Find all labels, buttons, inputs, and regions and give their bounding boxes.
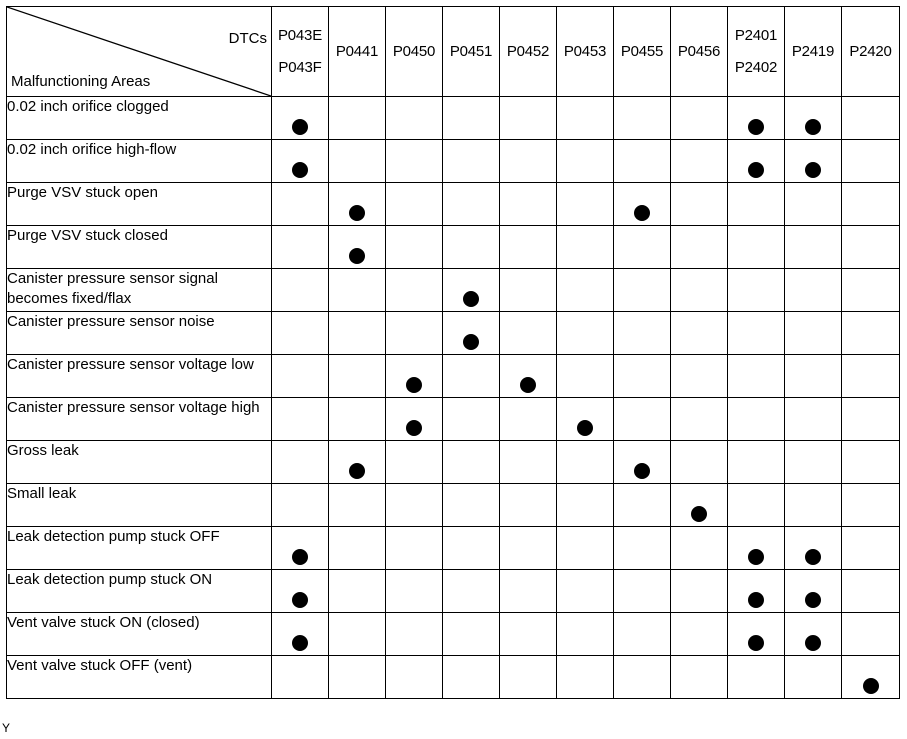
matrix-cell — [329, 97, 386, 140]
matrix-cell — [842, 570, 900, 613]
matrix-cell — [671, 441, 728, 484]
dtc-column-header — [614, 7, 671, 97]
matrix-cell — [614, 312, 671, 355]
applicable-dot-icon — [349, 463, 365, 479]
applicable-dot-icon — [805, 592, 821, 608]
matrix-cell — [443, 140, 500, 183]
matrix-cell — [671, 656, 728, 699]
matrix-cell — [785, 226, 842, 269]
matrix-cell — [842, 656, 900, 699]
matrix-body — [7, 97, 900, 699]
applicable-dot-icon — [292, 635, 308, 651]
applicable-dot-icon — [520, 377, 536, 393]
matrix-cell — [272, 140, 329, 183]
matrix-cell — [614, 613, 671, 656]
matrix-cell — [728, 183, 785, 226]
matrix-cell — [842, 97, 900, 140]
matrix-cell — [329, 269, 386, 312]
matrix-cell — [557, 656, 614, 699]
matrix-cell — [272, 183, 329, 226]
dtc-code: P0452 — [506, 42, 550, 60]
matrix-cell — [443, 656, 500, 699]
table-row — [7, 140, 900, 183]
matrix-cell — [671, 269, 728, 312]
matrix-cell — [272, 441, 329, 484]
matrix-cell — [272, 527, 329, 570]
matrix-cell — [500, 97, 557, 140]
malfunctioning-area-label: Canister pressure sensor noise — [7, 312, 272, 355]
malfunctioning-area-label: 0.02 inch orifice high-flow — [7, 140, 272, 183]
malfunctioning-area-label: Leak detection pump stuck ON — [7, 570, 272, 613]
dtc-code: P0441 — [335, 42, 379, 60]
matrix-cell — [443, 269, 500, 312]
matrix-cell — [671, 97, 728, 140]
matrix-cell — [386, 527, 443, 570]
matrix-cell — [785, 398, 842, 441]
matrix-cell — [842, 527, 900, 570]
dtc-column-header — [728, 7, 785, 97]
matrix-cell — [500, 140, 557, 183]
matrix-cell — [500, 613, 557, 656]
matrix-cell — [386, 97, 443, 140]
matrix-cell — [785, 183, 842, 226]
malfunctioning-area-label: Vent valve stuck OFF (vent) — [7, 656, 272, 699]
applicable-dot-icon — [748, 549, 764, 565]
matrix-cell — [272, 484, 329, 527]
table-row — [7, 97, 900, 140]
dtc-code: P2402 — [734, 58, 778, 76]
matrix-cell — [443, 613, 500, 656]
matrix-cell — [557, 527, 614, 570]
matrix-cell — [272, 613, 329, 656]
dtc-matrix-table — [6, 6, 900, 699]
header-corner-cell — [7, 7, 272, 97]
matrix-cell — [785, 355, 842, 398]
header-row — [7, 7, 900, 97]
matrix-cell — [386, 312, 443, 355]
matrix-cell — [785, 441, 842, 484]
matrix-cell — [386, 140, 443, 183]
matrix-cell — [614, 97, 671, 140]
malfunctioning-area-label: Leak detection pump stuck OFF — [7, 527, 272, 570]
table-row — [7, 527, 900, 570]
matrix-cell — [500, 441, 557, 484]
applicable-dot-icon — [463, 291, 479, 307]
matrix-cell — [671, 484, 728, 527]
matrix-cell — [329, 527, 386, 570]
matrix-cell — [842, 441, 900, 484]
malfunctioning-area-label: Gross leak — [7, 441, 272, 484]
matrix-cell — [842, 183, 900, 226]
matrix-cell — [728, 570, 785, 613]
dtc-code: P2420 — [849, 42, 892, 60]
dtc-column-header — [785, 7, 842, 97]
matrix-cell — [557, 226, 614, 269]
matrix-cell — [785, 97, 842, 140]
dtc-code: P043E — [277, 26, 323, 44]
matrix-cell — [386, 441, 443, 484]
table-row — [7, 656, 900, 699]
matrix-cell — [785, 527, 842, 570]
matrix-cell — [272, 355, 329, 398]
matrix-cell — [443, 226, 500, 269]
applicable-dot-icon — [748, 162, 764, 178]
matrix-cell — [557, 570, 614, 613]
matrix-cell — [386, 484, 443, 527]
applicable-dot-icon — [805, 162, 821, 178]
applicable-dot-icon — [292, 162, 308, 178]
matrix-cell — [557, 355, 614, 398]
matrix-cell — [386, 398, 443, 441]
applicable-dot-icon — [805, 635, 821, 651]
matrix-cell — [785, 140, 842, 183]
matrix-cell — [671, 355, 728, 398]
matrix-cell — [671, 398, 728, 441]
footnote: Y — [2, 721, 11, 735]
malfunctioning-area-label: Purge VSV stuck closed — [7, 226, 272, 269]
matrix-cell — [443, 355, 500, 398]
matrix-cell — [500, 656, 557, 699]
malfunctioning-area-label: Canister pressure sensor voltage low — [7, 355, 272, 398]
matrix-cell — [272, 570, 329, 613]
matrix-cell — [671, 183, 728, 226]
matrix-cell — [386, 183, 443, 226]
matrix-cell — [272, 226, 329, 269]
matrix-cell — [557, 613, 614, 656]
matrix-cell — [557, 441, 614, 484]
malfunctioning-area-label: Canister pressure sensor voltage high — [7, 398, 272, 441]
matrix-cell — [443, 97, 500, 140]
matrix-cell — [386, 613, 443, 656]
applicable-dot-icon — [863, 678, 879, 694]
malfunctioning-area-label: Small leak — [7, 484, 272, 527]
malfunctioning-areas-caption: Malfunctioning Areas — [11, 73, 151, 90]
matrix-cell — [386, 355, 443, 398]
applicable-dot-icon — [292, 549, 308, 565]
matrix-cell — [842, 312, 900, 355]
matrix-cell — [500, 312, 557, 355]
matrix-cell — [785, 484, 842, 527]
matrix-cell — [785, 656, 842, 699]
matrix-cell — [785, 613, 842, 656]
matrix-cell — [671, 312, 728, 355]
matrix-cell — [272, 656, 329, 699]
matrix-cell — [557, 484, 614, 527]
malfunctioning-area-label: Vent valve stuck ON (closed) — [7, 613, 272, 656]
matrix-cell — [500, 527, 557, 570]
dtc-code: P0456 — [677, 42, 721, 60]
matrix-cell — [329, 570, 386, 613]
matrix-cell — [728, 484, 785, 527]
matrix-cell — [443, 527, 500, 570]
applicable-dot-icon — [349, 248, 365, 264]
matrix-cell — [614, 441, 671, 484]
matrix-cell — [614, 183, 671, 226]
dtc-column-header — [329, 7, 386, 97]
matrix-cell — [728, 527, 785, 570]
matrix-cell — [443, 183, 500, 226]
applicable-dot-icon — [805, 119, 821, 135]
matrix-cell — [557, 398, 614, 441]
applicable-dot-icon — [577, 420, 593, 436]
dtc-column-header — [443, 7, 500, 97]
dtc-column-header — [272, 7, 329, 97]
matrix-cell — [500, 355, 557, 398]
table-row — [7, 183, 900, 226]
table-row — [7, 269, 900, 312]
table-row — [7, 398, 900, 441]
matrix-cell — [500, 183, 557, 226]
matrix-cell — [329, 656, 386, 699]
matrix-cell — [728, 97, 785, 140]
applicable-dot-icon — [406, 420, 422, 436]
matrix-cell — [728, 441, 785, 484]
dtc-column-header — [842, 7, 900, 97]
matrix-cell — [443, 570, 500, 613]
applicable-dot-icon — [292, 119, 308, 135]
matrix-cell — [386, 570, 443, 613]
matrix-cell — [671, 140, 728, 183]
matrix-cell — [557, 97, 614, 140]
matrix-cell — [614, 527, 671, 570]
matrix-cell — [671, 226, 728, 269]
matrix-cell — [728, 269, 785, 312]
matrix-cell — [842, 398, 900, 441]
matrix-cell — [500, 484, 557, 527]
matrix-cell — [329, 355, 386, 398]
matrix-cell — [842, 269, 900, 312]
matrix-cell — [443, 484, 500, 527]
dtc-code: P0450 — [392, 42, 436, 60]
matrix-cell — [329, 613, 386, 656]
matrix-cell — [728, 613, 785, 656]
matrix-cell — [614, 656, 671, 699]
matrix-cell — [842, 613, 900, 656]
matrix-cell — [671, 613, 728, 656]
matrix-cell — [272, 398, 329, 441]
matrix-cell — [557, 140, 614, 183]
matrix-cell — [671, 527, 728, 570]
malfunctioning-area-label: Purge VSV stuck open — [7, 183, 272, 226]
dtc-code: P0451 — [449, 42, 493, 60]
applicable-dot-icon — [292, 592, 308, 608]
applicable-dot-icon — [691, 506, 707, 522]
table-row — [7, 441, 900, 484]
matrix-cell — [272, 312, 329, 355]
matrix-cell — [386, 269, 443, 312]
matrix-cell — [386, 226, 443, 269]
matrix-cell — [443, 398, 500, 441]
malfunctioning-area-label: 0.02 inch orifice clogged — [7, 97, 272, 140]
dtc-code: P0453 — [563, 42, 607, 60]
matrix-cell — [614, 355, 671, 398]
matrix-cell — [842, 226, 900, 269]
matrix-cell — [443, 441, 500, 484]
matrix-cell — [500, 398, 557, 441]
matrix-cell — [329, 183, 386, 226]
dtc-column-header — [557, 7, 614, 97]
matrix-cell — [614, 269, 671, 312]
table-row — [7, 226, 900, 269]
matrix-cell — [842, 140, 900, 183]
matrix-cell — [671, 570, 728, 613]
matrix-cell — [614, 570, 671, 613]
applicable-dot-icon — [748, 592, 764, 608]
matrix-cell — [728, 226, 785, 269]
matrix-cell — [785, 570, 842, 613]
matrix-cell — [728, 312, 785, 355]
dtc-column-header — [386, 7, 443, 97]
matrix-cell — [272, 269, 329, 312]
dtc-code: P2401 — [734, 26, 778, 44]
applicable-dot-icon — [748, 635, 764, 651]
dtc-column-header — [671, 7, 728, 97]
matrix-cell — [500, 570, 557, 613]
matrix-cell — [842, 484, 900, 527]
matrix-cell — [557, 312, 614, 355]
matrix-cell — [614, 398, 671, 441]
matrix-cell — [500, 226, 557, 269]
matrix-cell — [329, 441, 386, 484]
matrix-cell — [329, 484, 386, 527]
matrix-cell — [386, 656, 443, 699]
dtc-code: P2419 — [791, 42, 835, 60]
table-row — [7, 312, 900, 355]
applicable-dot-icon — [349, 205, 365, 221]
matrix-cell — [443, 312, 500, 355]
matrix-cell — [614, 484, 671, 527]
matrix-cell — [614, 226, 671, 269]
matrix-cell — [329, 398, 386, 441]
matrix-cell — [557, 269, 614, 312]
applicable-dot-icon — [805, 549, 821, 565]
matrix-cell — [614, 140, 671, 183]
matrix-cell — [329, 140, 386, 183]
table-row — [7, 613, 900, 656]
matrix-cell — [329, 226, 386, 269]
dtcs-caption: DTCs — [228, 30, 267, 47]
dtc-code: P0455 — [620, 42, 664, 60]
matrix-cell — [785, 269, 842, 312]
matrix-cell — [500, 269, 557, 312]
matrix-cell — [557, 183, 614, 226]
matrix-cell — [728, 140, 785, 183]
dtc-code: P043F — [278, 58, 322, 76]
dtc-column-header — [500, 7, 557, 97]
applicable-dot-icon — [634, 205, 650, 221]
applicable-dot-icon — [748, 119, 764, 135]
table-row — [7, 355, 900, 398]
table-row — [7, 570, 900, 613]
matrix-cell — [329, 312, 386, 355]
table-row — [7, 484, 900, 527]
matrix-cell — [728, 398, 785, 441]
matrix-cell — [785, 312, 842, 355]
matrix-cell — [272, 97, 329, 140]
applicable-dot-icon — [634, 463, 650, 479]
matrix-cell — [842, 355, 900, 398]
matrix-cell — [728, 656, 785, 699]
applicable-dot-icon — [463, 334, 479, 350]
matrix-cell — [728, 355, 785, 398]
applicable-dot-icon — [406, 377, 422, 393]
malfunctioning-area-label: Canister pressure sensor signal becomes fixed/flax — [7, 269, 272, 312]
